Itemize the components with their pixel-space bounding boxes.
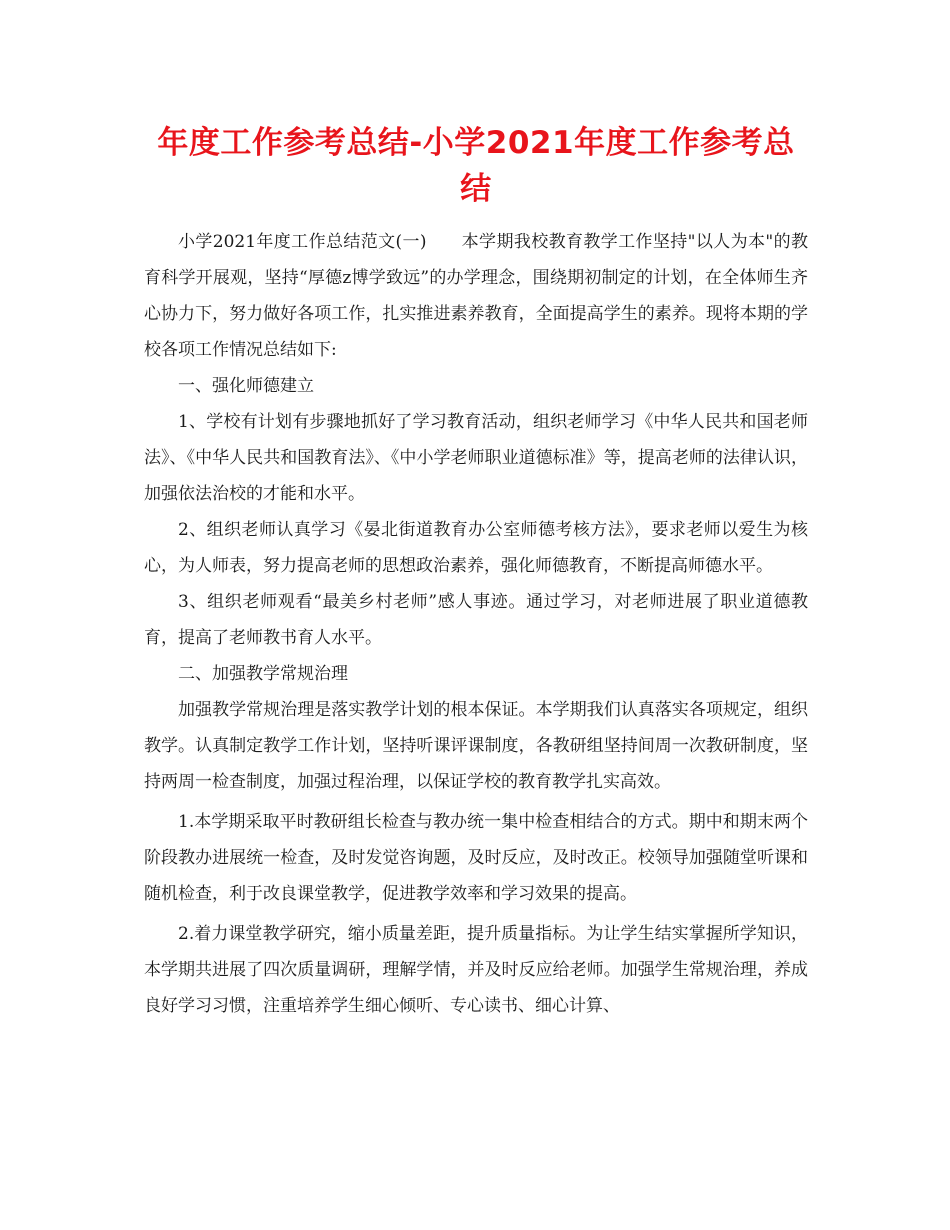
section-heading-2: 二、加强教学常规治理 <box>178 664 348 684</box>
paragraph-2-intro: 加强教学常规治理是落实教学计划的根本保证。本学期我们认真落实各项规定，组织教学。认真制定教学工作计划，坚持听课评课制度，各教研组坚持间周一次教研制度，坚持两周一检查制度，加强过程治理，以保证学校的教育教学扎实高效。 <box>144 700 808 792</box>
document-title: 年度工作参考总结-小学2021年度工作参考总结 <box>157 125 795 207</box>
paragraph-1-2: 2、组织老师认真学习《晏北街道教育办公室师德考核方法》，要求老师以爱生为核心，为人师表，努力提高老师的思想政治素养，强化师德教育，不断提高师德水平。 <box>144 520 808 576</box>
paragraph-2-2: 2.着力课堂教学研究，缩小质量差距，提升质量指标。为让学生结实掌握所学知识，本学期共进展了四次质量调研，理解学情，并及时反应给老师。加强学生常规治理，养成良好学习习惯，注重培养学生细心倾听、专心读书、细心计算、 <box>144 924 808 1016</box>
paragraph-1-3: 3、组织老师观看“最美乡村老师”感人事迹。通过学习，对老师进展了职业道德教育，提高了老师教书育人水平。 <box>144 592 808 648</box>
document-body <box>144 224 808 1024</box>
paragraph-intro: 小学2021年度工作总结范文(一) 本学期我校教育教学工作坚持"以人为本"的教育科学开展观，坚持“厚德z博学致远”的办学理念，围绕期初制定的计划，在全体师生齐心协力下，努力做好各项工作，扎实推进素养教育，全面提高学生的素养。现将本期的学校各项工作情况总结如下: <box>144 232 808 360</box>
paragraph-2-1: 1.本学期采取平时教研组长检查与教办统一集中检查相结合的方式。期中和期末两个阶段教办进展统一检查，及时发觉咨询题，及时反应，及时改正。校领导加强随堂听课和随机检查，利于改良课堂教学，促进教学效率和学习效果的提高。 <box>144 812 808 904</box>
section-heading-1: 一、强化师德建立 <box>178 376 314 396</box>
paragraph-1-1: 1、学校有计划有步骤地抓好了学习教育活动，组织老师学习《中华人民共和国老师法》、《中华人民共和国教育法》、《中小学老师职业道德标准》等，提高老师的法律认识，加强依法治校的才能和水平。 <box>144 412 808 504</box>
document-page <box>144 120 808 1024</box>
